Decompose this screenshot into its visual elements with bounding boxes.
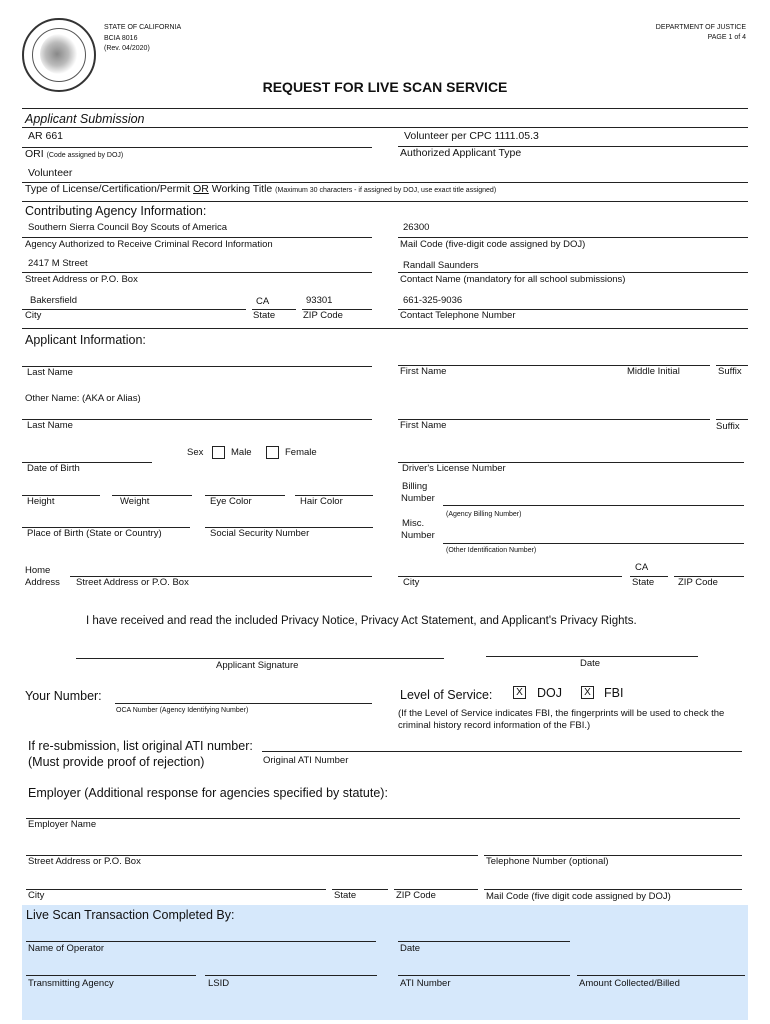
aka-suffix-label: Suffix [716,421,740,432]
home-state-value[interactable]: CA [635,562,649,573]
zip-label: ZIP Code [303,310,343,321]
mail-code-label: Mail Code (five-digit code assigned by DOJ) [400,239,586,250]
signature-date-label: Date [580,658,601,669]
level-of-service-label: Level of Service: [400,688,493,702]
section-heading-contributing: Contributing Agency Information: [25,204,207,218]
male-checkbox[interactable] [212,446,225,459]
dob-label: Date of Birth [27,463,80,474]
home-state-label: State [632,577,655,588]
zip-value[interactable]: 93301 [306,295,333,306]
phone-value[interactable]: 661-325-9036 [403,295,463,306]
last-name-label: Last Name [27,367,73,378]
operator-name-label: Name of Operator [28,943,105,954]
license-value[interactable]: Volunteer [28,167,73,179]
employer-name-label: Employer Name [28,819,97,830]
live-scan-heading: Live Scan Transaction Completed By: [26,908,235,922]
your-number-label: Your Number: [25,689,102,703]
section-heading-submission: Applicant Submission [25,112,145,126]
amount-collected-label: Amount Collected/Billed [579,978,680,989]
employer-phone-label: Telephone Number (optional) [486,856,609,867]
phone-label: Contact Telephone Number [400,310,516,321]
live-scan-date-label: Date [400,943,421,954]
home-zip-label: ZIP Code [678,577,718,588]
license-label: Type of License/Certification/Permit OR Working Title (Maximum 30 characters - if assigned by DOJ, use exact title assigned) [25,183,497,195]
transmitting-agency-label: Transmitting Agency [28,978,114,989]
ori-label: ORI (Code assigned by DOJ) [25,148,124,160]
lsid-label: LSID [208,978,230,989]
fbi-note-line1: (If the Level of Service indicates FBI, the fingerprints will be used to check the [398,708,725,719]
resubmission-line2: (Must provide proof of rejection) [28,755,205,769]
place-of-birth-label: Place of Birth (State or Country) [27,528,162,539]
employer-state-label: State [334,890,357,901]
home-street-label: Street Address or P.O. Box [76,577,189,588]
section-heading-applicant: Applicant Information: [25,333,146,347]
oca-number-note: OCA Number (Agency Identifying Number) [116,707,249,714]
home-address-label-line2: Address [25,577,60,588]
ori-value[interactable]: AR 661 [28,130,64,142]
contact-value[interactable]: Randall Saunders [403,260,479,271]
employer-street-label: Street Address or P.O. Box [28,856,141,867]
suffix-label: Suffix [718,366,742,377]
employer-heading: Employer (Additional response for agencies specified by statute): [28,786,388,800]
aka-last-name-label: Last Name [27,420,73,431]
misc-note: (Other Identification Number) [446,547,537,554]
aka-first-name-label: First Name [400,420,447,431]
department-name: DEPARTMENT OF JUSTICE [655,24,746,31]
eye-color-label: Eye Color [210,496,252,507]
street-label: Street Address or P.O. Box [25,274,138,285]
doj-label: DOJ [537,686,562,700]
weight-label: Weight [120,496,150,507]
privacy-statement: I have received and read the included Privacy Notice, Privacy Act Statement, and Applicant's Privacy Rights. [86,615,637,627]
employer-mail-code-label: Mail Code (five digit code assigned by DOJ) [486,891,671,902]
city-value[interactable]: Bakersfield [30,295,77,306]
original-ati-label: Original ATI Number [263,755,349,766]
height-label: Height [27,496,55,507]
page-title: REQUEST FOR LIVE SCAN SERVICE [262,79,508,95]
contact-label: Contact Name (mandatory for all school submissions) [400,274,626,285]
applicant-type-label: Authorized Applicant Type [400,147,522,159]
fbi-note-line2: criminal history record information of the FBI.) [398,720,591,731]
employer-zip-label: ZIP Code [396,890,436,901]
misc-label-line1: Misc. [402,518,425,529]
hair-color-label: Hair Color [300,496,343,507]
female-label: Female [285,447,317,458]
first-name-label: First Name [400,366,447,377]
other-name-label: Other Name: (AKA or Alias) [25,393,141,404]
page-number: PAGE 1 of 4 [707,34,746,41]
form-number: BCIA 8016 [104,35,138,42]
city-label: City [25,310,42,321]
sex-label: Sex [187,447,204,458]
street-value[interactable]: 2417 M Street [28,258,88,269]
misc-label-line2: Number [401,530,435,541]
signature-label: Applicant Signature [216,660,299,671]
live-scan-section [22,905,748,1020]
home-city-label: City [403,577,420,588]
billing-label-line2: Number [401,493,435,504]
ssn-label: Social Security Number [210,528,310,539]
ati-number-label: ATI Number [400,978,451,989]
form-revision: (Rev. 04/2020) [104,45,150,52]
fbi-label: FBI [604,686,624,700]
state-value[interactable]: CA [256,296,270,307]
female-checkbox[interactable] [266,446,279,459]
state-name: STATE OF CALIFORNIA [104,24,182,31]
drivers-license-label: Driver's License Number [402,463,506,474]
mail-code-value[interactable]: 26300 [403,222,430,233]
employer-city-label: City [28,890,45,901]
billing-label-line1: Billing [402,481,428,492]
agency-value[interactable]: Southern Sierra Council Boy Scouts of America [28,222,228,233]
doj-checkbox[interactable]: X [513,686,526,699]
fbi-checkbox[interactable]: X [581,686,594,699]
state-label: State [253,310,276,321]
applicant-type-value[interactable]: Volunteer per CPC 1111.05.3 [404,130,539,142]
male-label: Male [231,447,252,458]
home-address-label-line1: Home [25,565,51,576]
middle-initial-label: Middle Initial [627,366,680,377]
billing-note: (Agency Billing Number) [446,511,522,518]
agency-label: Agency Authorized to Receive Criminal Record Information [25,239,273,250]
resubmission-line1: If re-submission, list original ATI number: [28,739,253,753]
